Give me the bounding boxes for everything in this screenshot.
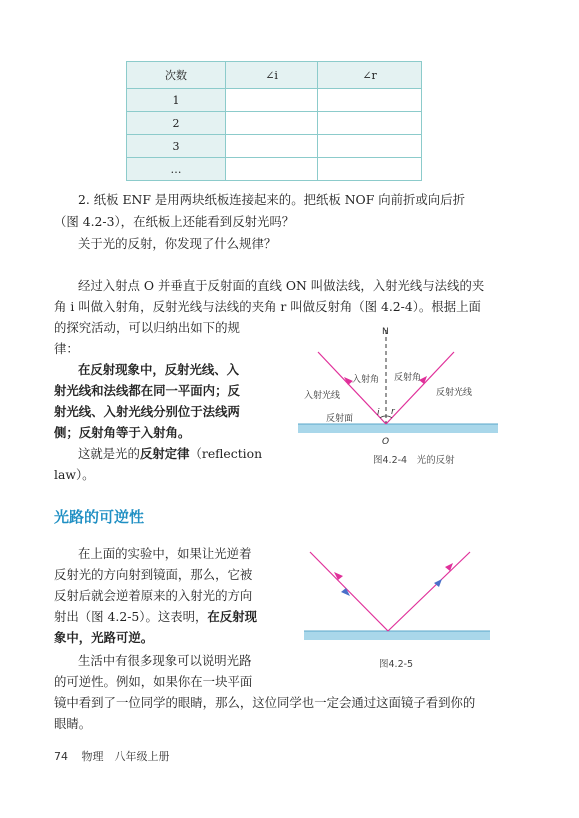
question-2-line2: （图 4.2-3），在纸板上还能看到反射光吗？ — [54, 214, 295, 229]
table-header-row — [127, 62, 422, 89]
table-cell — [226, 89, 318, 112]
definition-english: （reflection — [189, 446, 263, 461]
table-cell — [318, 135, 422, 158]
ray-right — [388, 552, 470, 631]
figure-caption: 图4.2-4 光的反射 — [373, 455, 455, 466]
section-line: 眼睛。 — [54, 716, 92, 731]
body-line: 律： — [54, 341, 79, 356]
table-cell: 3 — [127, 135, 226, 158]
table-cell — [226, 135, 318, 158]
law-line: 在反射现象中，反射光线、入 — [78, 362, 240, 377]
label-o: O — [382, 437, 390, 447]
section-title: 光路的可逆性 — [54, 508, 145, 526]
figure-caption: 图4.2-5 — [379, 659, 414, 670]
label-reflected-ray: 反射光线 — [436, 388, 473, 398]
label-incident-ray: 入射光线 — [304, 391, 341, 401]
section-line: 反射光的方向射到镜面，那么，它被 — [54, 567, 253, 582]
section-bold: 在反射现 — [207, 609, 257, 624]
label-incident-angle: 入射角 — [352, 375, 380, 385]
table-cell — [318, 112, 422, 135]
page-number: 74 — [54, 750, 68, 763]
mirror-surface — [304, 631, 490, 640]
definition-line — [78, 443, 262, 464]
table-cell: … — [127, 158, 226, 181]
table-row — [127, 158, 422, 181]
reversibility-diagram — [300, 540, 500, 650]
law-line: 侧；反射角等于入射角。 — [54, 425, 191, 440]
section-line: 生活中有很多现象可以说明光路 — [78, 653, 252, 668]
label-surface: 反射面 — [326, 414, 354, 424]
law-line: 射光线、入射光线分别位于法线两 — [54, 404, 240, 419]
table-cell — [226, 158, 318, 181]
table-cell: 2 — [127, 112, 226, 135]
label-reflect-angle: 反射角 — [394, 373, 422, 383]
table-cell: 1 — [127, 89, 226, 112]
table-header: ∠r — [318, 62, 422, 89]
table-row — [127, 89, 422, 112]
section-text: 射出（图 4.2-5）。这表明， — [54, 609, 208, 624]
section-line: 镜中看到了一位同学的眼睛，那么，这位同学也一定会通过这面镜子看到你的 — [54, 695, 476, 710]
body-line: 经过入射点 O 并垂直于反射面的直线 ON 叫做法线，入射光线与法线的夹 — [78, 278, 485, 293]
question-2-line1: 2. 纸板 ENF 是用两块纸板连接起来的。把纸板 NOF 向前折或向后折 — [78, 192, 465, 207]
table-row — [127, 112, 422, 135]
table-row — [127, 135, 422, 158]
definition-line: law）。 — [54, 467, 95, 482]
section-line: 反射后就会逆着原来的入射光的方向 — [54, 588, 253, 603]
reflection-law-term: 反射定律 — [139, 446, 190, 461]
table-header: 次数 — [127, 62, 226, 89]
label-i: i — [377, 408, 380, 418]
body-line: 的探究活动，可以归纳出如下的规 — [54, 320, 240, 335]
table-cell — [318, 89, 422, 112]
table-cell — [226, 112, 318, 135]
arrow-up-icon — [341, 588, 350, 596]
ray-left — [310, 552, 388, 631]
table-cell — [318, 158, 422, 181]
label-r: r — [391, 407, 395, 417]
arrow-down-icon — [334, 572, 343, 580]
incident-angle-arc — [380, 416, 386, 418]
question-2-line3: 关于光的反射，你发现了什么规律？ — [78, 236, 277, 251]
section-line — [54, 606, 257, 627]
label-n: N — [382, 327, 389, 337]
body-line: 角 i 叫做入射角，反射光线与法线的夹角 r 叫做反射角（图 4.2-4）。根据上面 — [54, 299, 481, 314]
table-header: ∠i — [226, 62, 318, 89]
mirror-surface — [298, 424, 498, 433]
book-title: 物理 八年级上册 — [81, 750, 170, 763]
section-line: 在上面的实验中，如果让光逆着 — [78, 546, 252, 561]
section-bold-line: 象中，光路可逆。 — [54, 630, 154, 645]
law-line: 射光线和法线都在同一平面内；反 — [54, 383, 240, 398]
measurement-table — [126, 61, 422, 181]
section-line: 的可逆性。例如，如果你在一块平面 — [54, 674, 253, 689]
page-footer — [54, 748, 170, 764]
definition-text: 这就是光的 — [78, 446, 140, 461]
